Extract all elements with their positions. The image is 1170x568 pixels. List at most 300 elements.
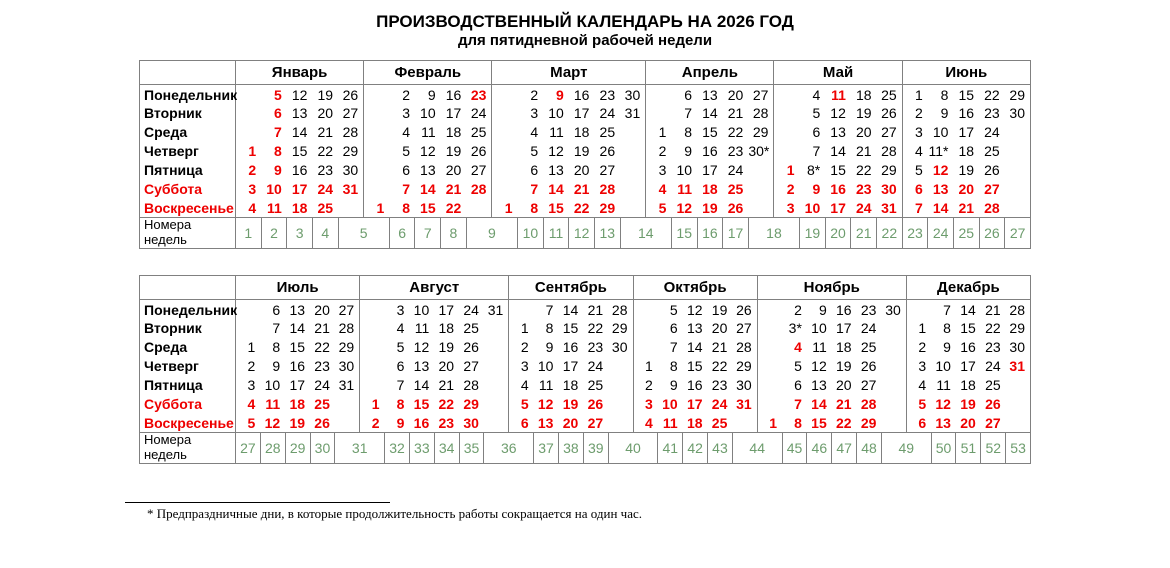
date-cell: 31 bbox=[1009, 358, 1025, 375]
week-number-cell: 30 bbox=[310, 433, 335, 464]
date-cell: 6 bbox=[272, 301, 281, 318]
date-cell: 9 bbox=[427, 86, 436, 103]
date-cell: 12 bbox=[548, 143, 564, 160]
date-cell: 11 bbox=[421, 124, 436, 141]
date-cell: 6 bbox=[530, 162, 539, 179]
date-cell: 22 bbox=[855, 162, 872, 179]
date-cell: 10 bbox=[264, 377, 281, 394]
date-cell: 31 bbox=[881, 200, 897, 217]
date-cell bbox=[484, 395, 509, 414]
date-cell: 4 bbox=[530, 124, 539, 141]
date-cell: 17 bbox=[445, 105, 462, 122]
date-cell: 23 bbox=[984, 105, 1000, 122]
date-cell: 19 bbox=[958, 162, 975, 179]
date-cell: 28 bbox=[1009, 301, 1025, 318]
calendar-second-half bbox=[139, 275, 1031, 464]
week-number-cell: 38 bbox=[558, 433, 583, 464]
date-cell: 18 bbox=[289, 396, 306, 413]
date-cell: 28 bbox=[752, 105, 769, 122]
date-cell: 23 bbox=[599, 86, 616, 103]
date-cell: 29 bbox=[860, 415, 877, 432]
week-number-cell: 35 bbox=[459, 433, 484, 464]
date-cell: 3 bbox=[236, 180, 262, 199]
date-cell bbox=[484, 357, 509, 376]
date-cell: 9 bbox=[818, 301, 827, 318]
date-cell: 22 bbox=[727, 124, 744, 141]
week-number-cell: 14 bbox=[620, 218, 671, 249]
date-cell: 7 bbox=[396, 377, 405, 394]
date-cell: 17 bbox=[958, 124, 975, 141]
date-cell bbox=[492, 180, 518, 199]
day-name-label: Пятница bbox=[140, 161, 236, 180]
date-cell: 15 bbox=[548, 200, 564, 217]
date-cell: 17 bbox=[562, 358, 579, 375]
date-cell: 13 bbox=[702, 86, 718, 103]
date-cell: 26 bbox=[599, 143, 616, 160]
date-cell bbox=[335, 414, 360, 433]
calendar-table bbox=[139, 275, 1031, 464]
date-cell: 11 bbox=[414, 320, 430, 337]
week-number-cell: 9 bbox=[466, 218, 517, 249]
date-cell: 26 bbox=[463, 339, 479, 356]
date-cell: 1 bbox=[360, 395, 385, 414]
date-cell bbox=[360, 300, 385, 319]
date-cell bbox=[774, 85, 800, 104]
date-cell: 26 bbox=[342, 86, 359, 103]
date-cell: 8 bbox=[273, 143, 282, 160]
date-cell: 10 bbox=[266, 181, 282, 198]
date-cell bbox=[364, 123, 390, 142]
date-cell: 27 bbox=[463, 358, 479, 375]
date-cell: 15 bbox=[291, 143, 308, 160]
date-cell: 20 bbox=[727, 86, 744, 103]
date-cell: 12 bbox=[811, 358, 827, 375]
date-cell: 21 bbox=[587, 301, 604, 318]
date-cell: 28 bbox=[984, 200, 1000, 217]
date-cell: 16 bbox=[836, 301, 852, 318]
date-cell: 14 bbox=[830, 143, 846, 160]
date-cell: 12 bbox=[291, 86, 308, 103]
date-cell: 15 bbox=[289, 339, 306, 356]
date-cell: 20 bbox=[438, 358, 455, 375]
date-cell: 5 bbox=[812, 105, 821, 122]
date-cell: 11 bbox=[831, 86, 846, 103]
date-cell: 21 bbox=[711, 339, 728, 356]
date-cell: 27 bbox=[338, 301, 355, 318]
date-cell: 27 bbox=[470, 162, 487, 179]
date-cell: 25 bbox=[470, 124, 487, 141]
date-cell: 4 bbox=[396, 320, 405, 337]
date-cell: 15 bbox=[686, 358, 703, 375]
week-numbers-label: Номера недель bbox=[140, 433, 236, 464]
date-cell: 26 bbox=[470, 143, 487, 160]
date-cell: 21 bbox=[836, 396, 852, 413]
date-cell: 8 bbox=[940, 86, 949, 103]
date-cell: 22 bbox=[317, 143, 334, 160]
date-cell bbox=[620, 161, 646, 180]
date-cell: 10 bbox=[413, 301, 430, 318]
date-cell: 24 bbox=[599, 105, 616, 122]
date-cell bbox=[360, 357, 385, 376]
date-cell: 24 bbox=[984, 124, 1000, 141]
date-cell bbox=[1005, 161, 1031, 180]
date-cell: 25 bbox=[711, 415, 728, 432]
date-cell: 19 bbox=[960, 396, 976, 413]
date-cell: 2 bbox=[509, 338, 534, 357]
week-number-cell: 23 bbox=[902, 218, 928, 249]
week-number-cell: 17 bbox=[723, 218, 749, 249]
date-cell bbox=[608, 376, 633, 395]
date-cell bbox=[881, 338, 906, 357]
date-cell: 7 bbox=[402, 181, 410, 198]
date-cell bbox=[620, 142, 646, 161]
date-cell: 22 bbox=[445, 200, 462, 217]
week-number-cell: 7 bbox=[415, 218, 441, 249]
date-cell: 28 bbox=[611, 301, 628, 318]
date-cell bbox=[774, 104, 800, 123]
date-cell: 12 bbox=[420, 143, 436, 160]
date-cell: 31 bbox=[736, 396, 752, 413]
date-cell: 27 bbox=[881, 124, 897, 141]
date-cell bbox=[620, 123, 646, 142]
date-cell: 2 bbox=[236, 161, 262, 180]
date-cell: 13 bbox=[413, 358, 430, 375]
date-cell: 14 bbox=[686, 339, 703, 356]
date-cell: 19 bbox=[855, 105, 872, 122]
date-cell: 21 bbox=[573, 181, 590, 198]
date-cell: 3 bbox=[646, 161, 672, 180]
date-cell: 23 bbox=[855, 181, 872, 198]
week-number-cell: 11 bbox=[543, 218, 569, 249]
date-cell: 17 bbox=[836, 320, 852, 337]
date-cell: 16 bbox=[413, 415, 430, 432]
date-cell bbox=[236, 123, 262, 142]
date-cell: 2 bbox=[530, 86, 539, 103]
week-number-cell: 29 bbox=[285, 433, 310, 464]
week-number-cell: 5 bbox=[338, 218, 389, 249]
date-cell: 12 bbox=[830, 105, 846, 122]
date-cell: 1 bbox=[492, 199, 518, 218]
date-cell: 28 bbox=[881, 143, 897, 160]
date-cell: 5 bbox=[509, 395, 534, 414]
date-cell: 22 bbox=[587, 320, 604, 337]
date-cell: 1 bbox=[364, 199, 390, 218]
date-cell: 8 bbox=[943, 320, 951, 337]
date-cell: 25 bbox=[984, 143, 1000, 160]
week-number-cell: 41 bbox=[658, 433, 683, 464]
month-header: Декабрь bbox=[906, 276, 1030, 300]
date-cell bbox=[646, 85, 672, 104]
date-cell bbox=[484, 319, 509, 338]
date-cell: 15 bbox=[958, 86, 975, 103]
date-cell bbox=[757, 300, 782, 319]
date-cell: 8 bbox=[545, 320, 554, 337]
week-number-cell: 37 bbox=[534, 433, 559, 464]
date-cell: 29 bbox=[752, 124, 769, 141]
date-cell bbox=[608, 414, 633, 433]
date-cell: 17 bbox=[702, 162, 718, 179]
date-cell: 18 bbox=[855, 86, 872, 103]
date-cell: 11 bbox=[936, 377, 951, 394]
date-cell: 12 bbox=[413, 339, 430, 356]
week-number-cell: 24 bbox=[928, 218, 954, 249]
date-cell: 5 bbox=[906, 395, 931, 414]
date-cell: 12 bbox=[264, 415, 281, 432]
date-cell bbox=[633, 338, 658, 357]
date-cell bbox=[748, 199, 774, 218]
date-cell bbox=[881, 376, 906, 395]
date-cell: 29 bbox=[1009, 86, 1025, 103]
date-cell: 25 bbox=[317, 200, 334, 217]
date-cell: 1 bbox=[902, 85, 928, 104]
date-cell: 29 bbox=[342, 143, 359, 160]
week-number-cell: 36 bbox=[484, 433, 534, 464]
date-cell: 29 bbox=[881, 162, 897, 179]
date-cell: 30 bbox=[1009, 105, 1025, 122]
date-cell: 12 bbox=[676, 200, 693, 217]
date-cell bbox=[757, 395, 782, 414]
date-cell: 30 bbox=[736, 377, 752, 394]
date-cell: 10 bbox=[662, 396, 678, 413]
date-cell: 21 bbox=[317, 124, 334, 141]
date-cell: 29 bbox=[599, 200, 616, 217]
date-cell: 6 bbox=[812, 124, 821, 141]
date-cell: 19 bbox=[702, 200, 718, 217]
date-cell: 20 bbox=[314, 301, 330, 318]
week-number-cell: 6 bbox=[389, 218, 415, 249]
date-cell: 3 bbox=[774, 199, 800, 218]
date-cell: 25 bbox=[314, 396, 330, 413]
date-cell bbox=[646, 104, 672, 123]
day-name-label: Воскресенье bbox=[140, 199, 236, 218]
date-cell: 4 bbox=[906, 376, 931, 395]
date-cell: 18 bbox=[958, 143, 975, 160]
day-name-label: Среда bbox=[140, 338, 236, 357]
date-cell: 4 bbox=[633, 414, 658, 433]
date-cell: 19 bbox=[438, 339, 455, 356]
date-cell: 11 bbox=[266, 200, 282, 217]
date-cell bbox=[881, 395, 906, 414]
date-cell: 1 bbox=[633, 357, 658, 376]
date-cell: 27 bbox=[860, 377, 877, 394]
date-cell bbox=[236, 300, 261, 319]
date-cell: 4 bbox=[402, 124, 410, 141]
date-cell: 1 bbox=[906, 319, 931, 338]
date-cell: 26 bbox=[727, 200, 744, 217]
date-cell bbox=[881, 357, 906, 376]
date-cell: 17 bbox=[291, 181, 308, 198]
date-cell bbox=[906, 300, 931, 319]
date-cell: 16 bbox=[686, 377, 703, 394]
date-cell: 23 bbox=[317, 162, 334, 179]
footnote-text: * Предпраздничные дни, в которые продолжительность работы сокращается на один час. bbox=[147, 506, 642, 522]
date-cell: 14 bbox=[420, 181, 436, 198]
date-cell: 14 bbox=[702, 105, 718, 122]
date-cell: 21 bbox=[985, 301, 1001, 318]
date-cell: 21 bbox=[727, 105, 744, 122]
week-number-cell: 27 bbox=[1005, 218, 1031, 249]
date-cell: 7 bbox=[902, 199, 928, 218]
date-cell bbox=[748, 180, 774, 199]
date-cell bbox=[338, 199, 364, 218]
date-cell: 13 bbox=[289, 301, 306, 318]
date-cell: 11 bbox=[677, 181, 693, 198]
date-cell bbox=[757, 338, 782, 357]
date-cell: 1 bbox=[646, 123, 672, 142]
date-cell bbox=[364, 142, 390, 161]
date-cell: 5 bbox=[273, 86, 282, 103]
date-cell: 5 bbox=[396, 339, 405, 356]
date-cell: 26 bbox=[985, 396, 1001, 413]
date-cell: 13 bbox=[548, 162, 564, 179]
week-number-cell: 2 bbox=[261, 218, 287, 249]
date-cell: 9 bbox=[272, 358, 281, 375]
date-cell: 30 bbox=[463, 415, 479, 432]
date-cell: 5 bbox=[402, 143, 410, 160]
date-cell: 2 bbox=[902, 104, 928, 123]
date-cell: 3 bbox=[530, 105, 539, 122]
date-cell: 15 bbox=[420, 200, 436, 217]
date-cell: 4 bbox=[902, 142, 928, 161]
date-cell: 18 bbox=[445, 124, 462, 141]
week-number-cell: 19 bbox=[800, 218, 826, 249]
week-number-cell: 25 bbox=[953, 218, 979, 249]
date-cell: 24 bbox=[711, 396, 728, 413]
date-cell: 7 bbox=[530, 181, 539, 198]
date-cell: 12 bbox=[935, 396, 951, 413]
date-cell bbox=[360, 338, 385, 357]
date-cell: 4 bbox=[236, 199, 262, 218]
date-cell: 22 bbox=[314, 339, 330, 356]
month-header: Апрель bbox=[646, 61, 774, 85]
date-cell: 5 bbox=[646, 199, 672, 218]
date-cell bbox=[335, 395, 360, 414]
date-cell: 16 bbox=[830, 181, 846, 198]
date-cell: 9 bbox=[273, 162, 282, 179]
week-number-cell: 52 bbox=[981, 433, 1006, 464]
date-cell: 17 bbox=[830, 200, 846, 217]
date-cell: 11* bbox=[928, 143, 949, 160]
date-cell: 2 bbox=[906, 338, 931, 357]
date-cell: 19 bbox=[711, 301, 728, 318]
date-cell: 7 bbox=[812, 143, 821, 160]
date-cell: 10 bbox=[420, 105, 436, 122]
date-cell: 24 bbox=[727, 162, 744, 179]
date-cell: 27 bbox=[599, 162, 616, 179]
date-cell: 28 bbox=[470, 181, 487, 198]
date-cell: 16 bbox=[702, 143, 718, 160]
date-cell: 16 bbox=[445, 86, 462, 103]
date-cell: 21 bbox=[855, 143, 872, 160]
date-cell: 22 bbox=[573, 200, 590, 217]
date-cell: 1 bbox=[757, 414, 782, 433]
date-cell: 8 bbox=[794, 415, 802, 432]
day-name-label: Четверг bbox=[140, 357, 236, 376]
date-cell: 9 bbox=[396, 415, 405, 432]
date-cell: 27 bbox=[342, 105, 359, 122]
date-cell: 19 bbox=[562, 396, 579, 413]
date-cell: 29 bbox=[338, 339, 355, 356]
date-cell: 22 bbox=[985, 320, 1001, 337]
date-cell: 1 bbox=[236, 142, 262, 161]
date-cell: 11 bbox=[549, 124, 564, 141]
corner-cell bbox=[140, 276, 236, 300]
date-cell bbox=[236, 85, 262, 104]
date-cell: 10 bbox=[932, 124, 949, 141]
date-cell: 24 bbox=[860, 320, 877, 337]
date-cell: 20 bbox=[711, 320, 728, 337]
date-cell: 2 bbox=[774, 180, 800, 199]
date-cell: 11 bbox=[662, 415, 678, 432]
date-cell: 6 bbox=[396, 358, 405, 375]
date-cell: 17 bbox=[289, 377, 306, 394]
month-header: Январь bbox=[236, 61, 364, 85]
date-cell: 24 bbox=[314, 377, 330, 394]
week-number-cell: 20 bbox=[825, 218, 851, 249]
week-number-cell: 42 bbox=[683, 433, 708, 464]
week-number-cell: 33 bbox=[409, 433, 434, 464]
day-name-label: Понедельник bbox=[140, 300, 236, 319]
date-cell bbox=[1005, 199, 1031, 218]
day-name-label: Пятница bbox=[140, 376, 236, 395]
date-cell: 5 bbox=[236, 414, 261, 433]
date-cell: 2 bbox=[633, 376, 658, 395]
date-cell: 20 bbox=[573, 162, 590, 179]
date-cell: 3 bbox=[902, 123, 928, 142]
week-number-cell: 44 bbox=[732, 433, 782, 464]
date-cell: 14 bbox=[562, 301, 579, 318]
date-cell: 26 bbox=[860, 358, 877, 375]
date-cell: 3 bbox=[402, 105, 410, 122]
date-cell: 8 bbox=[272, 339, 281, 356]
date-cell: 10 bbox=[804, 200, 821, 217]
date-cell: 24 bbox=[855, 200, 872, 217]
date-cell: 24 bbox=[317, 181, 334, 198]
date-cell: 28 bbox=[860, 396, 877, 413]
date-cell: 3* bbox=[788, 320, 802, 337]
date-cell bbox=[1005, 180, 1031, 199]
date-cell: 19 bbox=[289, 415, 306, 432]
week-number-cell: 27 bbox=[236, 433, 261, 464]
date-cell: 30 bbox=[1009, 339, 1025, 356]
date-cell: 18 bbox=[573, 124, 590, 141]
date-cell bbox=[1006, 376, 1031, 395]
date-cell: 27 bbox=[985, 415, 1001, 432]
date-cell: 29 bbox=[1009, 320, 1025, 337]
week-number-cell: 15 bbox=[671, 218, 697, 249]
date-cell: 1 bbox=[774, 161, 800, 180]
week-number-cell: 22 bbox=[877, 218, 903, 249]
date-cell: 4 bbox=[646, 180, 672, 199]
date-cell bbox=[492, 142, 518, 161]
week-number-cell: 16 bbox=[697, 218, 723, 249]
date-cell: 9 bbox=[545, 339, 554, 356]
date-cell bbox=[236, 104, 262, 123]
month-header: Июнь bbox=[902, 61, 1030, 85]
date-cell: 14 bbox=[811, 396, 827, 413]
date-cell: 2 bbox=[794, 301, 802, 318]
date-cell bbox=[492, 123, 518, 142]
date-cell: 13 bbox=[420, 162, 436, 179]
date-cell: 16 bbox=[960, 339, 976, 356]
date-cell: 19 bbox=[445, 143, 462, 160]
date-cell: 2 bbox=[236, 357, 261, 376]
date-cell: 6 bbox=[794, 377, 802, 394]
date-cell bbox=[620, 180, 646, 199]
date-cell bbox=[620, 199, 646, 218]
date-cell bbox=[881, 414, 906, 433]
date-cell: 25 bbox=[727, 181, 744, 198]
